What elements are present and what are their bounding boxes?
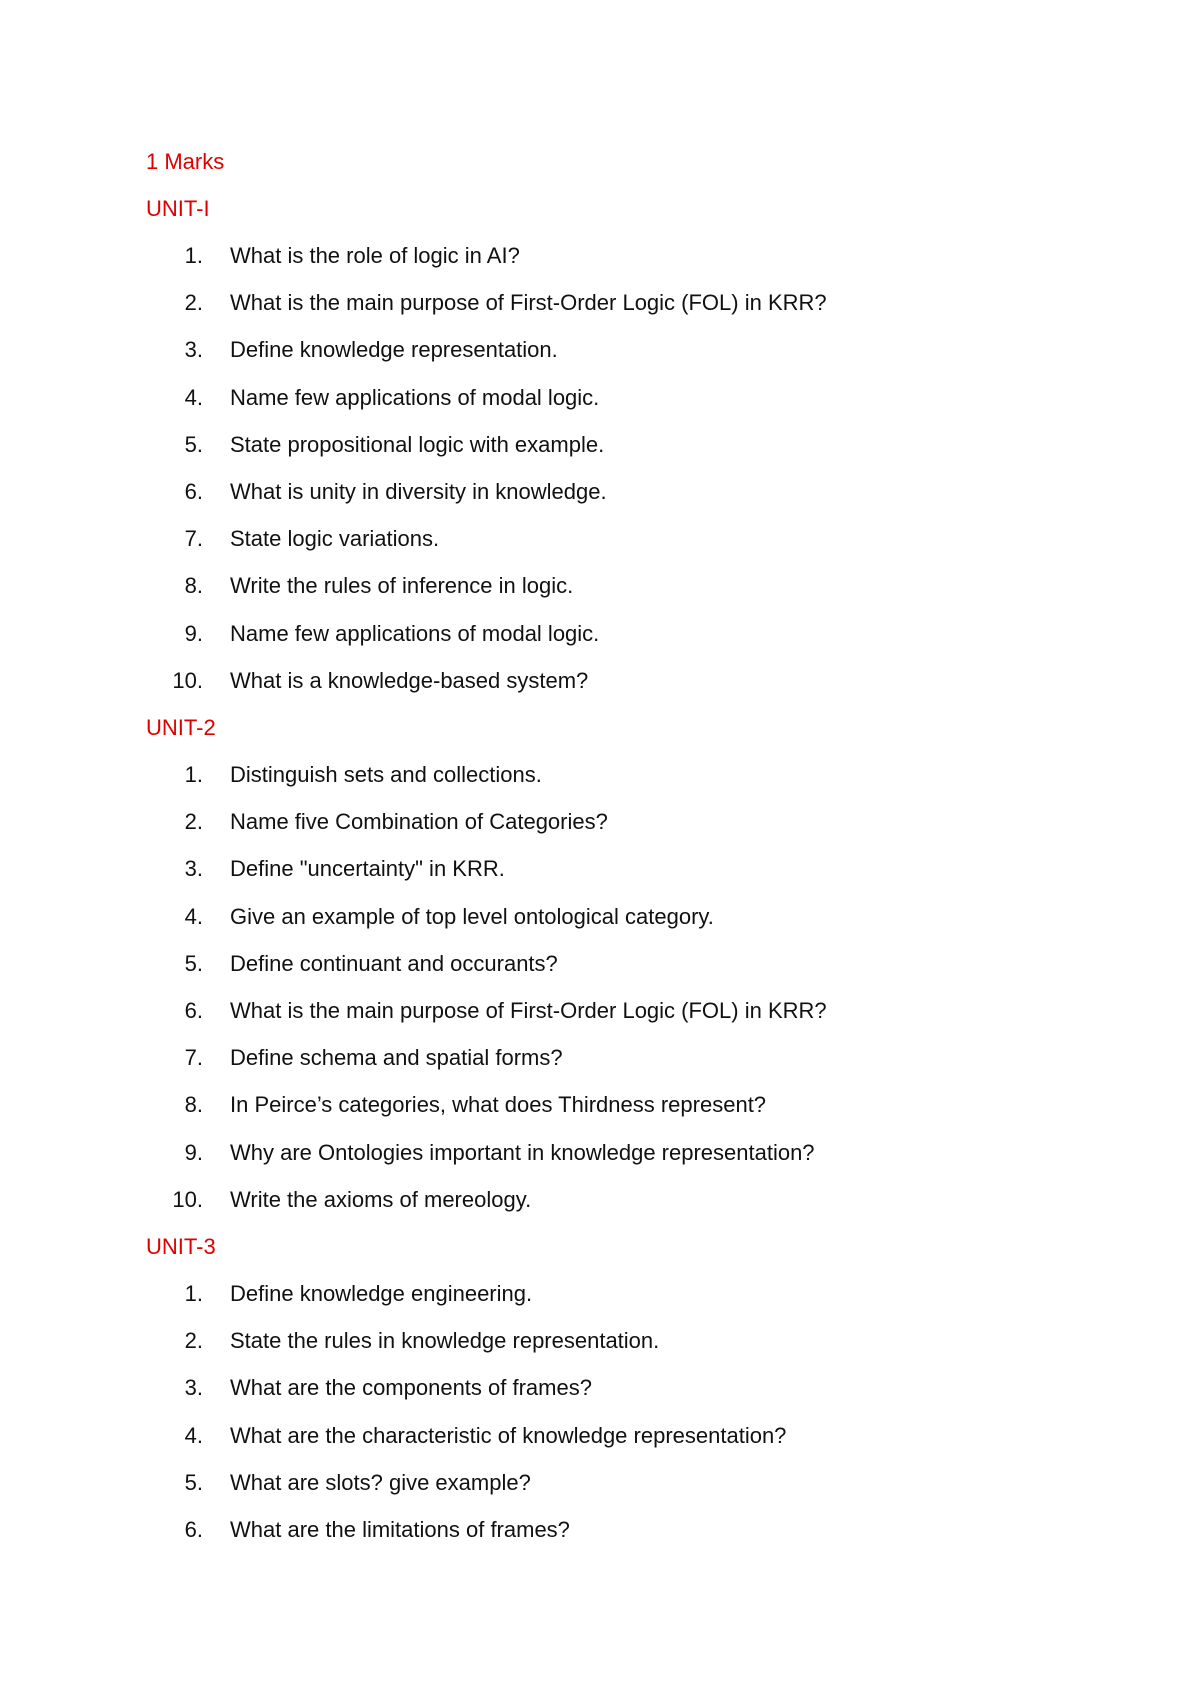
question-item bbox=[0, 620, 1200, 667]
question-text: Define "uncertainty" in KRR. bbox=[230, 856, 505, 882]
unit-1-question-list bbox=[0, 242, 1200, 714]
question-item bbox=[0, 761, 1200, 808]
question-number: 7. bbox=[184, 1045, 203, 1071]
unit-1-heading: UNIT-I bbox=[146, 196, 210, 221]
question-number: 8. bbox=[184, 1092, 203, 1118]
question-text: State the rules in knowledge representation. bbox=[230, 1328, 660, 1354]
question-number: 2. bbox=[184, 1328, 203, 1354]
question-item bbox=[0, 1091, 1200, 1138]
question-item bbox=[0, 855, 1200, 902]
question-text: What are the limitations of frames? bbox=[230, 1516, 570, 1542]
question-item bbox=[0, 1469, 1200, 1516]
question-number: 6. bbox=[184, 1516, 203, 1542]
question-item bbox=[0, 1374, 1200, 1421]
question-text: What are slots? give example? bbox=[230, 1469, 531, 1495]
question-number: 7. bbox=[184, 526, 203, 552]
unit-3-heading: UNIT-3 bbox=[146, 1234, 216, 1259]
question-item bbox=[0, 1139, 1200, 1186]
question-number: 3. bbox=[184, 856, 203, 882]
question-item bbox=[0, 572, 1200, 619]
question-item bbox=[0, 431, 1200, 478]
question-text: Name five Combination of Categories? bbox=[230, 809, 608, 835]
question-number: 2. bbox=[184, 809, 203, 835]
question-item bbox=[0, 242, 1200, 289]
question-item bbox=[0, 336, 1200, 383]
question-text: Define continuant and occurants? bbox=[230, 950, 558, 976]
question-item bbox=[0, 1044, 1200, 1091]
question-number: 10. bbox=[172, 667, 203, 693]
question-text: What are the components of frames? bbox=[230, 1375, 592, 1401]
question-number: 4. bbox=[184, 1422, 203, 1448]
question-number: 1. bbox=[184, 243, 203, 268]
question-number: 4. bbox=[184, 903, 203, 929]
question-number: 2. bbox=[184, 290, 203, 316]
question-item bbox=[0, 1280, 1200, 1327]
question-number: 8. bbox=[184, 573, 203, 599]
question-text: What are the characteristic of knowledge representation? bbox=[230, 1422, 787, 1448]
question-text: Name few applications of modal logic. bbox=[230, 620, 600, 646]
unit-2-question-list bbox=[0, 761, 1200, 1233]
question-text: Write the axioms of mereology. bbox=[230, 1186, 532, 1212]
unit-3-question-list bbox=[0, 1280, 1200, 1563]
question-number: 5. bbox=[184, 1469, 203, 1495]
marks-heading: 1 Marks bbox=[146, 149, 225, 174]
question-number: 6. bbox=[184, 997, 203, 1023]
question-item bbox=[0, 384, 1200, 431]
question-text: What is the role of logic in AI? bbox=[230, 243, 520, 268]
question-item bbox=[0, 667, 1200, 714]
question-text: Give an example of top level ontological category. bbox=[230, 903, 714, 929]
question-item bbox=[0, 950, 1200, 997]
question-text: Define knowledge engineering. bbox=[230, 1281, 533, 1306]
question-text: Define schema and spatial forms? bbox=[230, 1045, 563, 1071]
question-text: Define knowledge representation. bbox=[230, 337, 558, 363]
question-text: What is the main purpose of First-Order Logic (FOL) in KRR? bbox=[230, 997, 827, 1023]
question-text: State propositional logic with example. bbox=[230, 431, 605, 457]
question-item bbox=[0, 808, 1200, 855]
question-text: What is a knowledge-based system? bbox=[230, 667, 589, 693]
question-item bbox=[0, 997, 1200, 1044]
question-item bbox=[0, 478, 1200, 525]
question-number: 3. bbox=[184, 337, 203, 363]
question-text: Why are Ontologies important in knowledge representation? bbox=[230, 1139, 815, 1165]
question-text: Write the rules of inference in logic. bbox=[230, 573, 574, 599]
question-item bbox=[0, 525, 1200, 572]
question-item bbox=[0, 1516, 1200, 1563]
question-text: Distinguish sets and collections. bbox=[230, 762, 542, 787]
question-number: 3. bbox=[184, 1375, 203, 1401]
question-item bbox=[0, 1327, 1200, 1374]
question-text: State logic variations. bbox=[230, 526, 440, 552]
question-item bbox=[0, 289, 1200, 336]
question-number: 9. bbox=[184, 1139, 203, 1165]
unit-2-heading: UNIT-2 bbox=[146, 715, 216, 740]
question-number: 1. bbox=[184, 1281, 203, 1306]
question-item bbox=[0, 1422, 1200, 1469]
question-number: 10. bbox=[172, 1186, 203, 1212]
question-number: 5. bbox=[184, 950, 203, 976]
question-text: Name few applications of modal logic. bbox=[230, 384, 600, 410]
question-number: 5. bbox=[184, 431, 203, 457]
question-number: 6. bbox=[184, 478, 203, 504]
question-number: 4. bbox=[184, 384, 203, 410]
question-item bbox=[0, 1186, 1200, 1233]
question-number: 9. bbox=[184, 620, 203, 646]
question-text: What is unity in diversity in knowledge. bbox=[230, 478, 607, 504]
question-number: 1. bbox=[184, 762, 203, 787]
question-item bbox=[0, 903, 1200, 950]
question-text: In Peirce’s categories, what does Thirdness represent? bbox=[230, 1092, 767, 1118]
question-text: What is the main purpose of First-Order Logic (FOL) in KRR? bbox=[230, 290, 827, 316]
